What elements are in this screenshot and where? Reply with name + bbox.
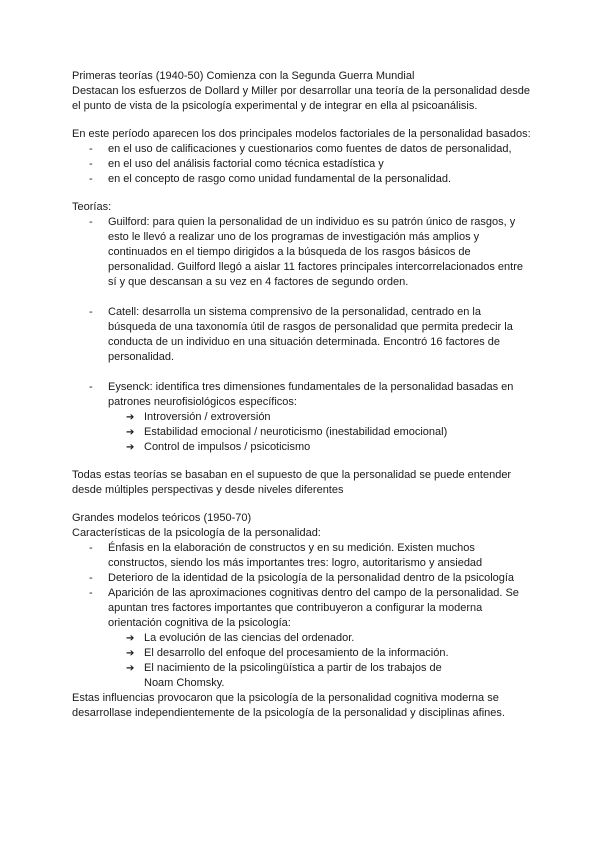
arrow-bullet-icon: ➔ xyxy=(126,663,135,674)
list-item: - Deterioro de la identidad de la psicología de la personalidad dentro de la psicología xyxy=(89,572,515,584)
theories-list xyxy=(72,215,532,290)
theories-conclusion: Todas estas teorías se basaban en el supuesto de que la personalidad se puede entender desde múltiples perspectivas y desde niveles diferentes xyxy=(72,469,512,496)
factorial-models-list xyxy=(72,142,532,187)
period-paragraph: En este período aparecen los dos principales modelos factoriales de la personalidad basados: xyxy=(72,128,531,140)
list-item: - Aparición de las aproximaciones cognitivas dentro del campo de la personalidad. Se apuntan tres factores importantes que contribuyeron a configurar la moderna orientación cognitiva de la psicología: ➔ La evolución de las ciencias del ordenador. ➔ El desarrollo del enfoque del procesamiento de la información. ➔ El nacimiento de la psicolingüística a partir de los trabajos de Noam Chomsky. xyxy=(72,586,532,691)
dash-bullet: - xyxy=(89,572,93,584)
list-item: ➔ Control de impulsos / psicoticismo xyxy=(126,441,311,453)
intro-paragraph: Destacan los esfuerzos de Dollard y Miller por desarrollar una teoría de la personalidad desde el punto de vista de la psicología experimental y de integrar en ella al psicoanálisis. xyxy=(72,85,530,112)
list-item: ➔ Introversión / extroversión xyxy=(126,411,271,423)
document-page xyxy=(72,69,532,721)
list-item: ➔ La evolución de las ciencias del ordenador. xyxy=(126,632,355,644)
arrow-bullet-icon: ➔ xyxy=(126,442,135,453)
list-item: - en el uso del análisis factorial como técnica estadística y xyxy=(89,158,384,170)
eysenck-dimensions-list xyxy=(108,410,532,455)
characteristics-list xyxy=(72,541,532,691)
dash-bullet: - xyxy=(89,216,93,228)
theory-eysenck: - Eysenck: identifica tres dimensiones fundamentales de la personalidad basadas en patrones neurofisiológicos específicos: ➔ Introversión / extroversión ➔ Estabilidad emocional / neuroticismo (inestabilidad emocional) ➔ Control de impulsos / psicoticismo xyxy=(72,380,532,455)
arrow-bullet-icon: ➔ xyxy=(126,633,135,644)
theory-catell: - Catell: desarrolla un sistema comprensivo de la personalidad, centrado en la búsqueda de una taxonomía útil de rasgos de personalidad que permita predecir la conducta de un individuo en una situación determinada. Encontró 16 factores de personalidad. xyxy=(89,306,513,363)
section-heading-great-models: Grandes modelos teóricos (1950-70) xyxy=(72,512,252,524)
dash-bullet: - xyxy=(89,381,93,393)
list-item: - en el concepto de rasgo como unidad fundamental de la personalidad. xyxy=(89,173,452,185)
arrow-bullet-icon: ➔ xyxy=(126,412,135,423)
list-item: ➔ El desarrollo del enfoque del procesamiento de la información. xyxy=(126,647,449,659)
list-item: - en el uso de calificaciones y cuestionarios como fuentes de datos de personalidad, xyxy=(89,143,512,155)
list-item: ➔ Estabilidad emocional / neuroticismo (inestabilidad emocional) xyxy=(126,426,448,438)
arrow-bullet-icon: ➔ xyxy=(126,427,135,438)
arrow-bullet-icon: ➔ xyxy=(126,648,135,659)
dash-bullet: - xyxy=(89,587,93,599)
theories-heading: Teorías: xyxy=(72,201,112,213)
closing-paragraph: Estas influencias provocaron que la psicología de la personalidad cognitiva moderna se desarrollase independientemente de la psicología de la personalidad y disciplinas afines. xyxy=(72,692,505,719)
dash-bullet: - xyxy=(89,542,93,554)
list-item: ➔ El nacimiento de la psicolingüística a partir de los trabajos de Noam Chomsky. xyxy=(126,662,442,689)
dash-bullet: - xyxy=(89,306,93,318)
dash-bullet: - xyxy=(89,143,93,155)
characteristics-subheading: Características de la psicología de la personalidad: xyxy=(72,527,321,539)
list-item: - Énfasis en la elaboración de constructos y en su medición. Existen muchos constructos, siendo los más importantes tres: logro, autoritarismo y ansiedad xyxy=(89,542,483,569)
section-heading-early-theories: Primeras teorías (1940-50) Comienza con la Segunda Guerra Mundial xyxy=(72,70,415,82)
cognitive-factors-list xyxy=(108,631,532,691)
dash-bullet: - xyxy=(89,173,93,185)
theory-guilford: - Guilford: para quien la personalidad de un individuo es su patrón único de rasgos, y esto le llevó a realizar uno de los programas de investigación más amplios y continuados en el tiempo dirigidos a la búsqueda de los rasgos básicos de personalidad. Guilford llegó a aislar 11 factores principales intercorrelacionados entre sí y que descansan a su vez en 4 factores de segundo orden. xyxy=(89,216,523,288)
dash-bullet: - xyxy=(89,158,93,170)
